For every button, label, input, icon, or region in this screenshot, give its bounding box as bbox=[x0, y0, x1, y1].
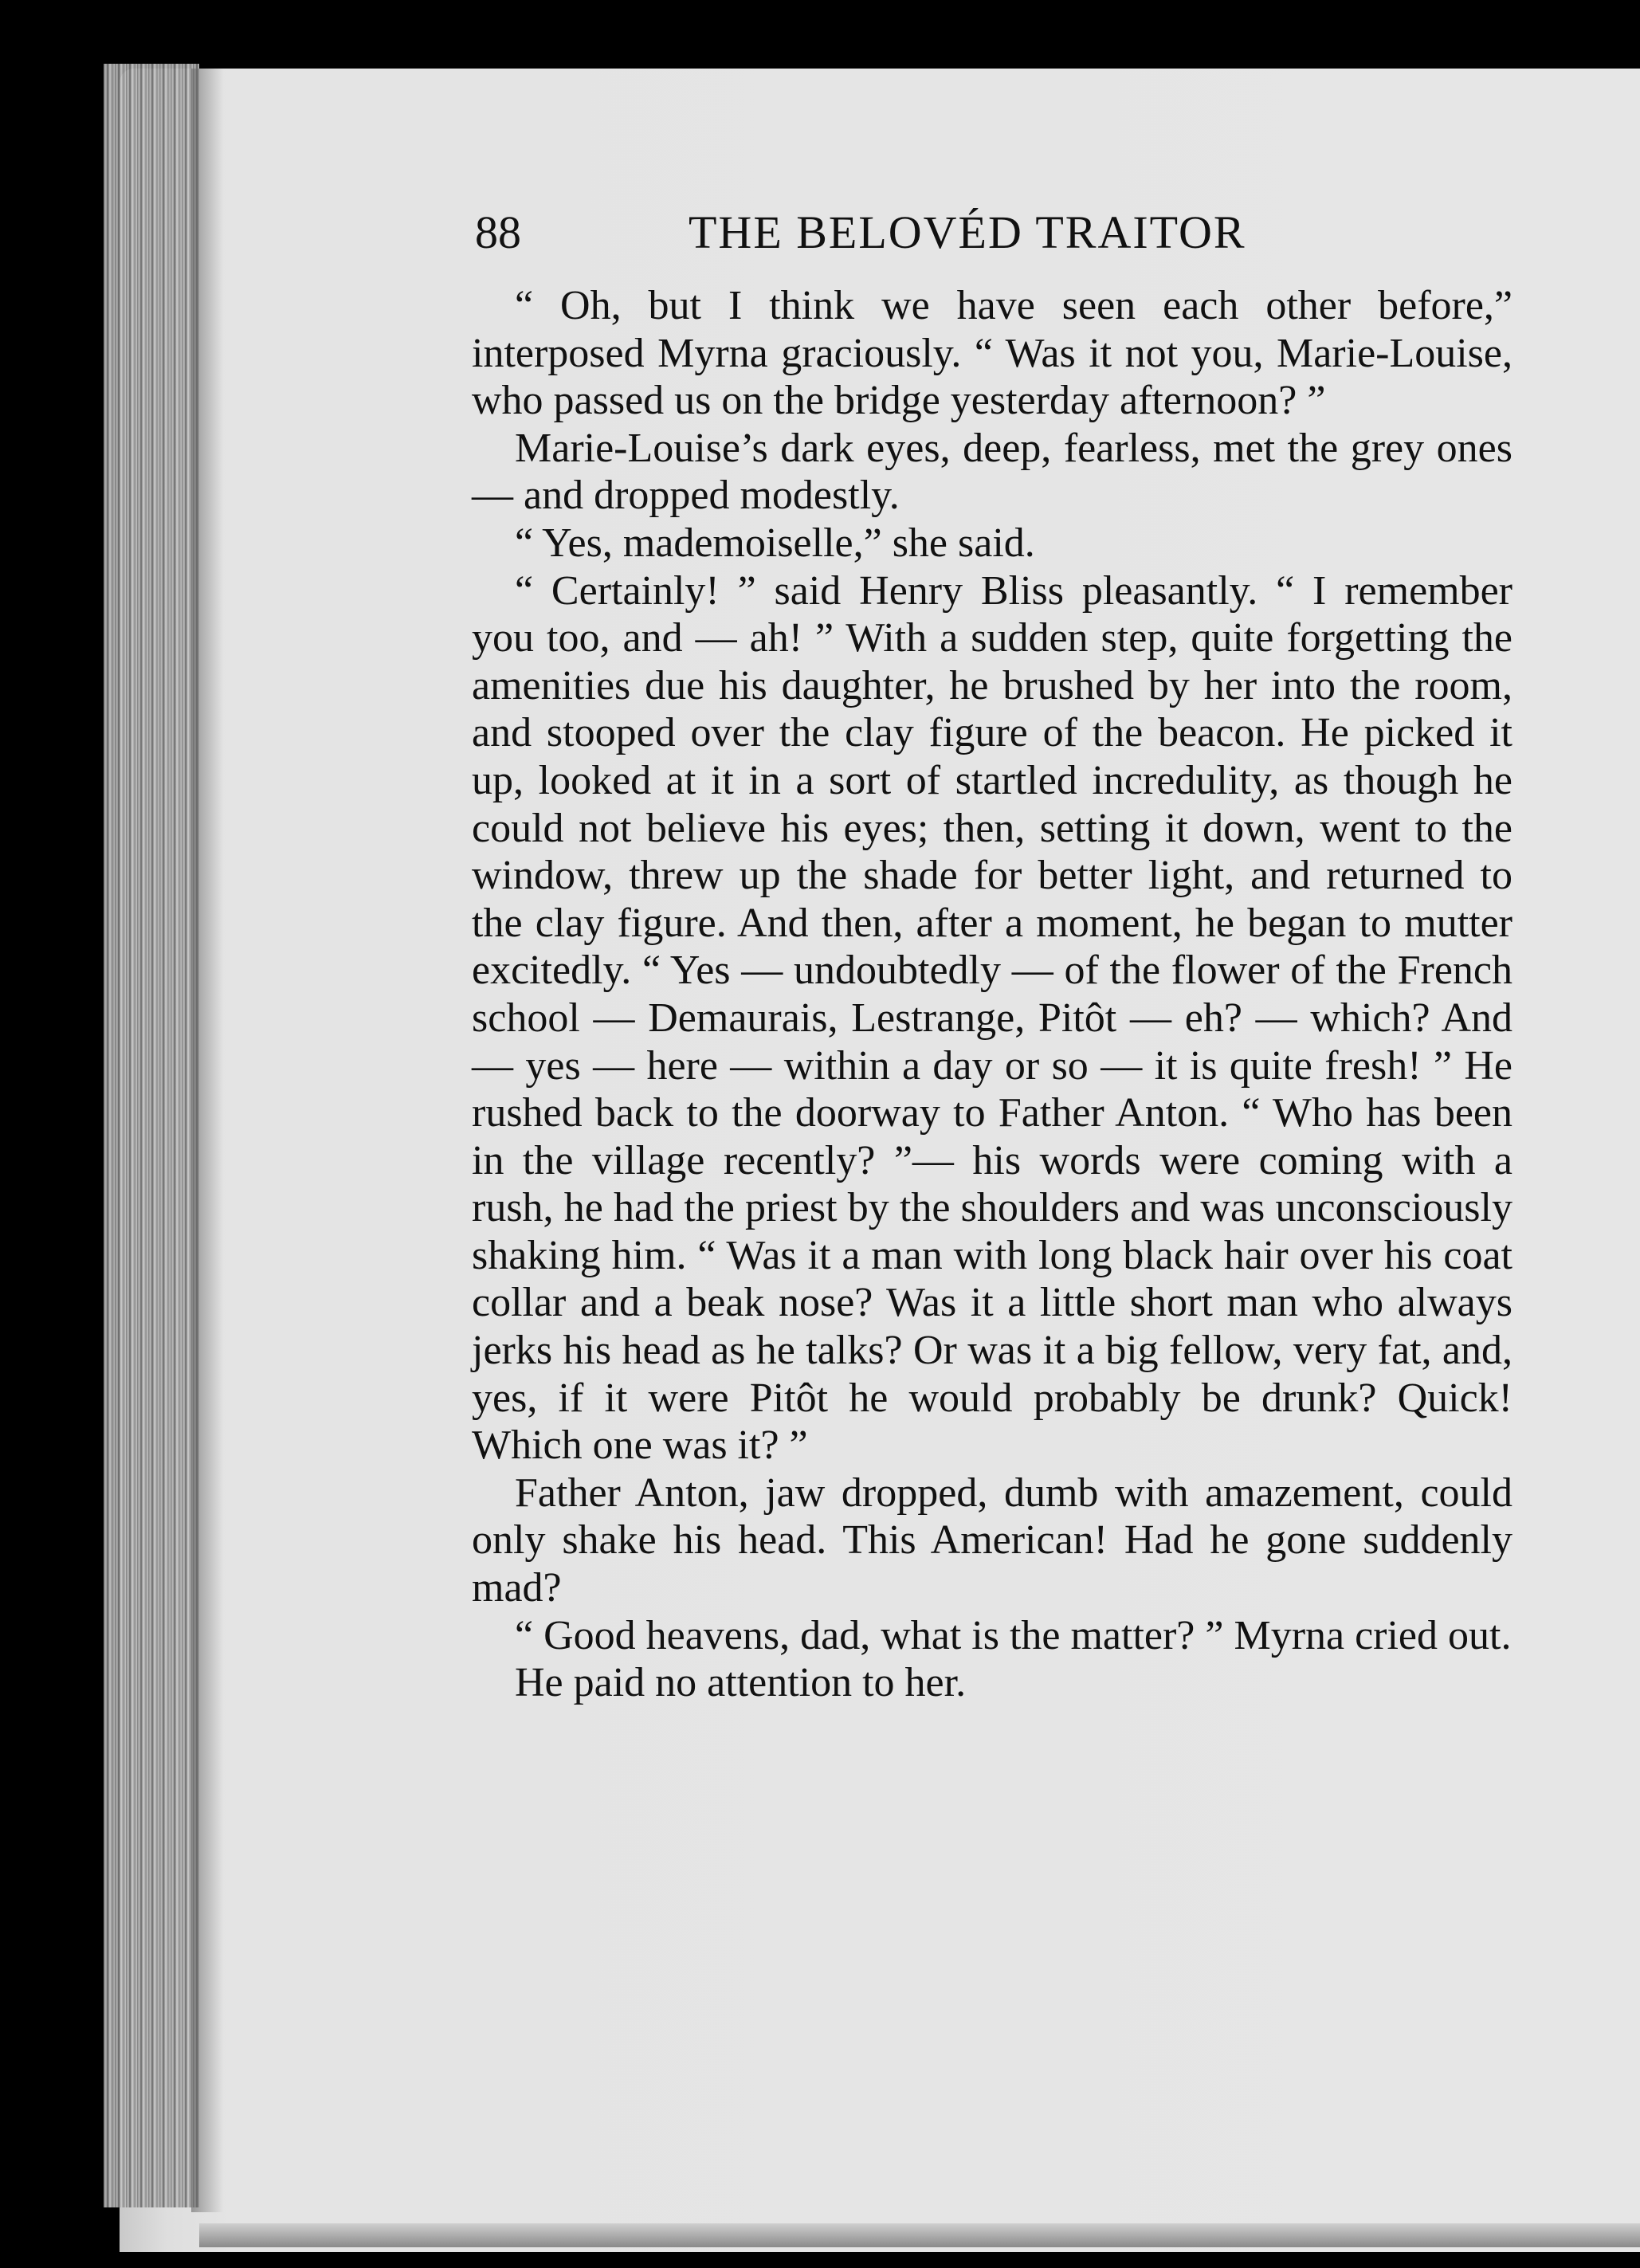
paragraph: “ Yes, mademoiselle,” she said. bbox=[515, 520, 1035, 566]
gutter-shadow bbox=[191, 69, 223, 2212]
paragraph: He paid no attention to her. bbox=[515, 1660, 967, 1706]
running-title: THE BELOVÉD TRAITOR bbox=[689, 206, 1246, 258]
book-binding-edge bbox=[104, 64, 199, 2207]
page-bottom-edge bbox=[199, 2223, 1640, 2247]
paragraph: “ Certainly! ” said Henry Bliss pleasantly. “ I remember you too, and — ah! ” With a sudden step, quite forgetting the amenities due his daughter, he brushed by her into the room, and stooped over the clay figure of the beacon. He picked it up, looked at it in a sort of startled incredulity, as though he could not believe his eyes; then, setting it down, went to the window, threw up the shade for better light, and returned to the clay figure. And then, after a moment, he began to mutter excitedly. “ Yes — undoubtedly — of the flower of the French school — Demaurais, Lestrange, Pitôt — eh? — which? And — yes — here — within a day or so — it is quite fresh! ” He rushed back to the doorway to Father Anton. “ Who has been in the village recently? ”— his words were coming with a rush, he had the priest by the shoulders and was unconsciously shaking him. “ Was it a man with long black hair over his coat collar and a beak nose? Was it a little short man who always jerks his head as he talks? Or was it a big fellow, very fat, and, yes, if it were Pitôt he would probably be drunk? Quick! Which one was it? ” bbox=[472, 567, 1512, 1469]
paragraph: “ Good heavens, dad, what is the matter? ” Myrna cried out. bbox=[515, 1612, 1512, 1658]
paragraph: Marie-Louise’s dark eyes, deep, fearless, met the grey ones — and dropped modestly. bbox=[472, 425, 1512, 519]
running-header bbox=[475, 206, 1511, 261]
paragraph: Father Anton, jaw dropped, dumb with amazement, could only shake his head. This American! Had he gone suddenly mad? bbox=[472, 1469, 1512, 1611]
body-text bbox=[472, 282, 1512, 1707]
paragraph: “ Oh, but I think we have seen each other before,” interposed Myrna graciously. “ Was it not you, Marie-Louise, who passed us on the bridge yesterday afternoon? ” bbox=[472, 283, 1512, 424]
page-number: 88 bbox=[475, 206, 521, 258]
